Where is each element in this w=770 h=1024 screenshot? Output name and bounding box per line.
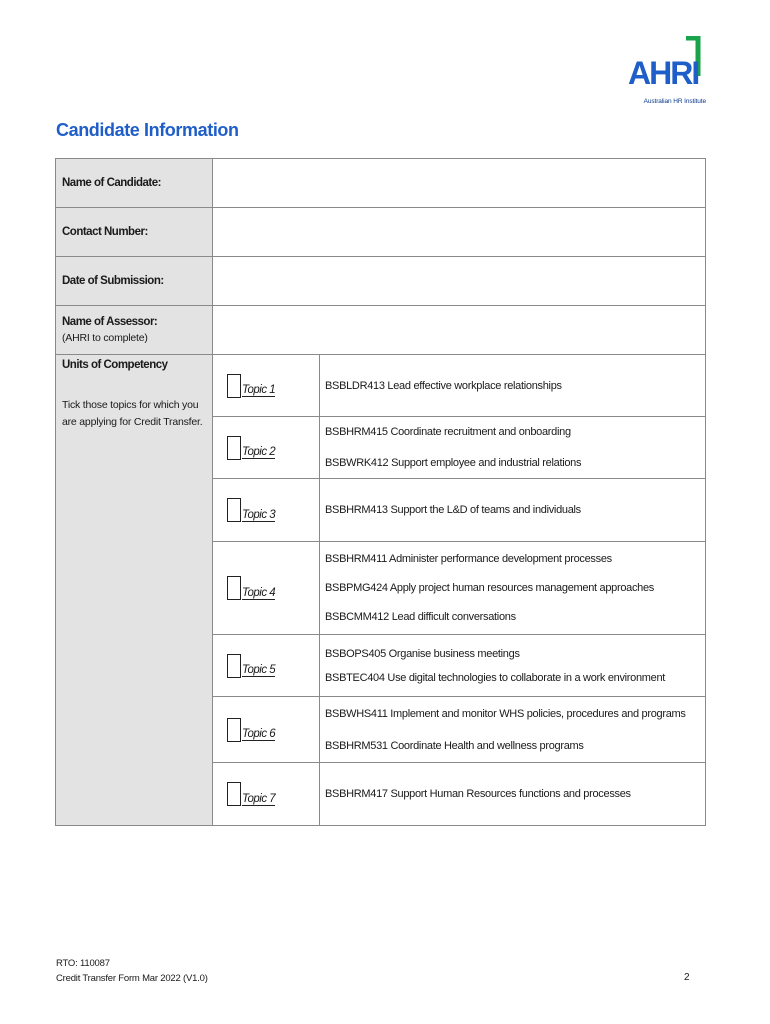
topic-cell — [213, 417, 320, 478]
field-row-contact-number — [56, 208, 705, 257]
topic-cell — [213, 355, 320, 416]
topic-7-checkbox[interactable] — [227, 782, 241, 806]
unit-list — [320, 635, 705, 696]
topic-label: Topic 1 — [242, 384, 276, 396]
unit-list — [320, 355, 705, 416]
field-label-cell — [56, 306, 213, 354]
topic-label: Topic 7 — [242, 792, 276, 805]
footer — [56, 956, 208, 986]
unit-item: BSBHRM415 Coordinate recruitment and onboarding — [325, 426, 571, 438]
unit-item: BSBWRK412 Support employee and industrial relations — [325, 457, 582, 469]
units-label-cell — [56, 355, 213, 825]
unit-list — [320, 697, 705, 762]
unit-list — [320, 417, 705, 478]
topic-5-checkbox[interactable] — [227, 654, 241, 678]
field-label-cell — [56, 159, 213, 207]
unit-item: BSBHRM531 Coordinate Health and wellness programs — [325, 739, 584, 752]
topic-label: Topic 6 — [242, 728, 276, 740]
units-of-competency-row — [56, 355, 705, 825]
topic-3-checkbox[interactable] — [227, 498, 241, 522]
topic-label: Topic 2 — [242, 446, 276, 458]
unit-item: BSBPMG424 Apply project human resources management approaches — [325, 582, 655, 594]
field-label: Contact Number: — [62, 226, 148, 238]
unit-list — [320, 479, 705, 541]
topic-row — [213, 635, 705, 697]
topic-label: Topic 4 — [242, 586, 276, 599]
ahri-logo — [626, 36, 706, 112]
topic-cell — [213, 697, 320, 762]
contact-number-field[interactable] — [213, 208, 705, 256]
topic-cell — [213, 763, 320, 825]
topic-row — [213, 417, 705, 479]
topic-cell — [213, 635, 320, 696]
unit-item: BSBWHS411 Implement and monitor WHS policies, procedures and programs — [325, 707, 686, 720]
section-title: Candidate Information — [56, 120, 239, 140]
topic-row — [213, 697, 705, 763]
field-row-candidate-name — [56, 159, 705, 208]
topic-cell — [213, 542, 320, 634]
field-label: Date of Submission: — [62, 275, 164, 287]
assessor-name-field[interactable] — [213, 306, 705, 354]
topic-row — [213, 479, 705, 542]
field-label-cell — [56, 208, 213, 256]
units-instructions: Tick those topics for which you are applying for Credit Transfer. — [62, 399, 203, 428]
topic-label: Topic 3 — [242, 508, 276, 521]
page-number: 2 — [684, 972, 690, 983]
field-label-cell — [56, 257, 213, 305]
topic-cell — [213, 479, 320, 541]
unit-list — [320, 542, 705, 634]
topic-6-checkbox[interactable] — [227, 718, 241, 742]
topic-row — [213, 542, 705, 635]
topic-4-checkbox[interactable] — [227, 576, 241, 600]
field-label: Name of Assessor: — [62, 316, 158, 328]
unit-item: BSBHRM417 Support Human Resources functions and processes — [325, 788, 631, 800]
unit-item: BSBLDR413 Lead effective workplace relationships — [325, 379, 562, 392]
topic-row — [213, 763, 705, 825]
unit-item: BSBHRM413 Support the L&D of teams and individuals — [325, 504, 581, 516]
unit-item: BSBHRM411 Administer performance development processes — [325, 553, 612, 565]
form-version: Credit Transfer Form Mar 2022 (V1.0) — [56, 973, 208, 984]
topic-2-checkbox[interactable] — [227, 436, 241, 460]
units-title: Units of Competency — [62, 359, 168, 371]
rto-number: RTO: 110087 — [56, 958, 110, 969]
candidate-name-field[interactable] — [213, 159, 705, 207]
topic-row — [213, 355, 705, 417]
unit-list — [320, 763, 705, 825]
topic-1-checkbox[interactable] — [227, 374, 241, 398]
topic-label: Topic 5 — [242, 664, 276, 676]
field-row-assessor-name — [56, 306, 705, 355]
candidate-form — [55, 158, 706, 826]
unit-item: BSBCMM412 Lead difficult conversations — [325, 611, 516, 623]
logo-tagline: Australian HR Institute — [643, 98, 706, 105]
field-row-submission-date — [56, 257, 705, 306]
field-label: Name of Candidate: — [62, 177, 161, 189]
unit-item: BSBOPS405 Organise business meetings — [325, 647, 520, 660]
topics-list — [213, 355, 705, 825]
ahri-logo-mark — [626, 36, 706, 98]
unit-item: BSBTEC404 Use digital technologies to collaborate in a work environment — [325, 671, 666, 684]
logo-wordmark: AHRI — [628, 55, 699, 91]
field-sublabel: (AHRI to complete) — [62, 332, 148, 344]
submission-date-field[interactable] — [213, 257, 705, 305]
